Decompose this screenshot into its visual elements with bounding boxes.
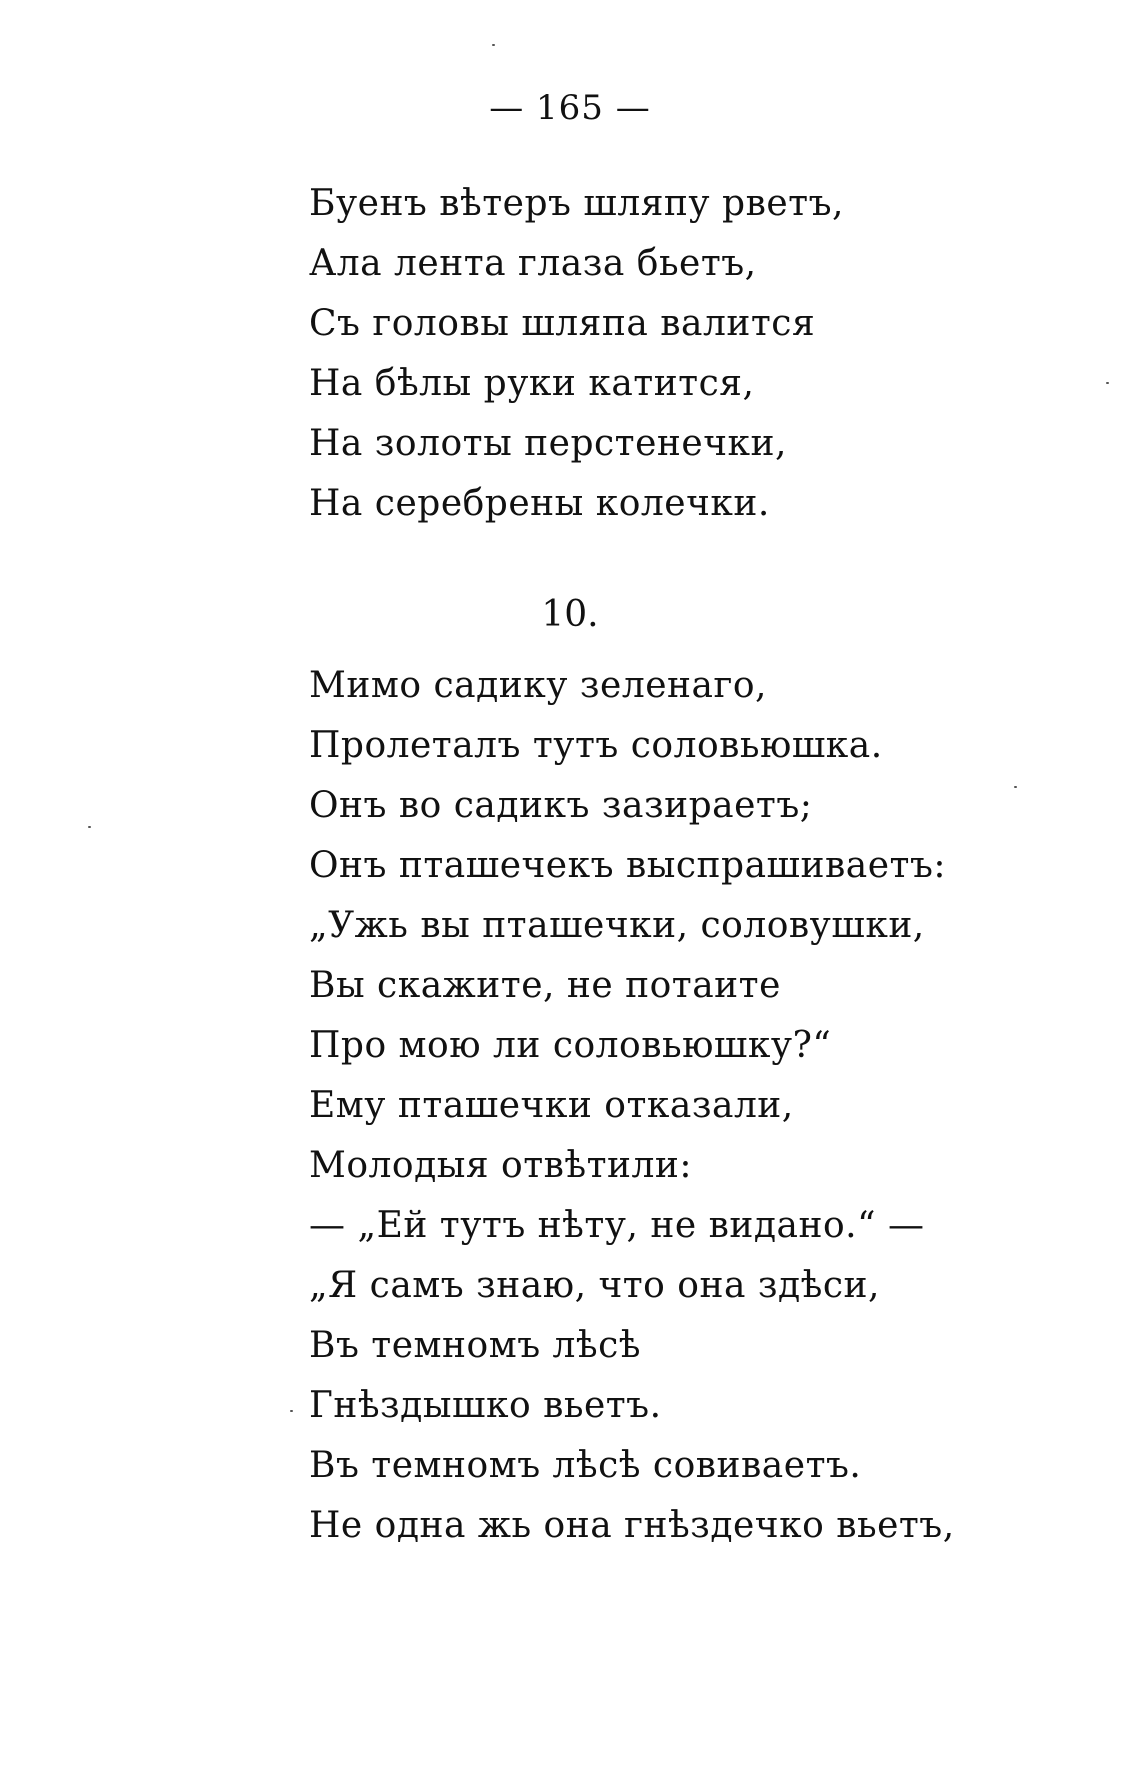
verse-line: Въ темномъ лѣсѣ xyxy=(309,1325,641,1366)
page-number: — 165 — xyxy=(489,88,651,128)
verse-line: Молодыя отвѣтили: xyxy=(309,1145,693,1186)
verse-line: Вы скажите, не потаите xyxy=(309,965,781,1006)
verse-line: „Ужь вы пташечки, соловушки, xyxy=(309,905,925,946)
verse-line: На золоты перстенечки, xyxy=(309,423,787,464)
verse-line: Гнѣздышко вьетъ. xyxy=(309,1385,662,1426)
scan-speck xyxy=(88,826,91,828)
scan-speck xyxy=(1014,786,1017,788)
scan-speck xyxy=(1106,382,1109,384)
verse-line: Ему пташечки отказали, xyxy=(309,1085,794,1126)
scan-speck xyxy=(492,44,495,46)
verse-line: На бѣлы руки катится, xyxy=(309,363,755,404)
stanza-continuation xyxy=(309,174,844,534)
verse-line: Пролеталъ тутъ соловьюшка. xyxy=(309,725,883,766)
verse-line: — „Ей тутъ нѣту, не видано.“ — xyxy=(309,1205,925,1246)
verse-line: Онъ пташечекъ выспрашиваетъ: xyxy=(309,845,946,886)
verse-line: Ала лента глаза бьетъ, xyxy=(309,243,757,284)
verse-line: „Я самъ знаю, что она здѣси, xyxy=(309,1265,880,1306)
verse-line: Не одна жь она гнѣздечко вьетъ, xyxy=(309,1505,955,1546)
poem-heading: 10. xyxy=(541,594,599,635)
verse-line: На серебрены колечки. xyxy=(309,483,770,524)
verse-line: Про мою ли соловьюшку?“ xyxy=(309,1025,832,1066)
poem-body xyxy=(309,656,955,1556)
verse-line: Съ головы шляпа валится xyxy=(309,303,816,344)
scan-speck xyxy=(290,1410,293,1412)
verse-line: Буенъ вѣтеръ шляпу рветъ, xyxy=(309,183,844,224)
verse-line: Мимо садику зеленаго, xyxy=(309,665,767,706)
verse-line: Онъ во садикъ зазираетъ; xyxy=(309,785,813,826)
verse-line: Въ темномъ лѣсѣ совиваетъ. xyxy=(309,1445,862,1486)
